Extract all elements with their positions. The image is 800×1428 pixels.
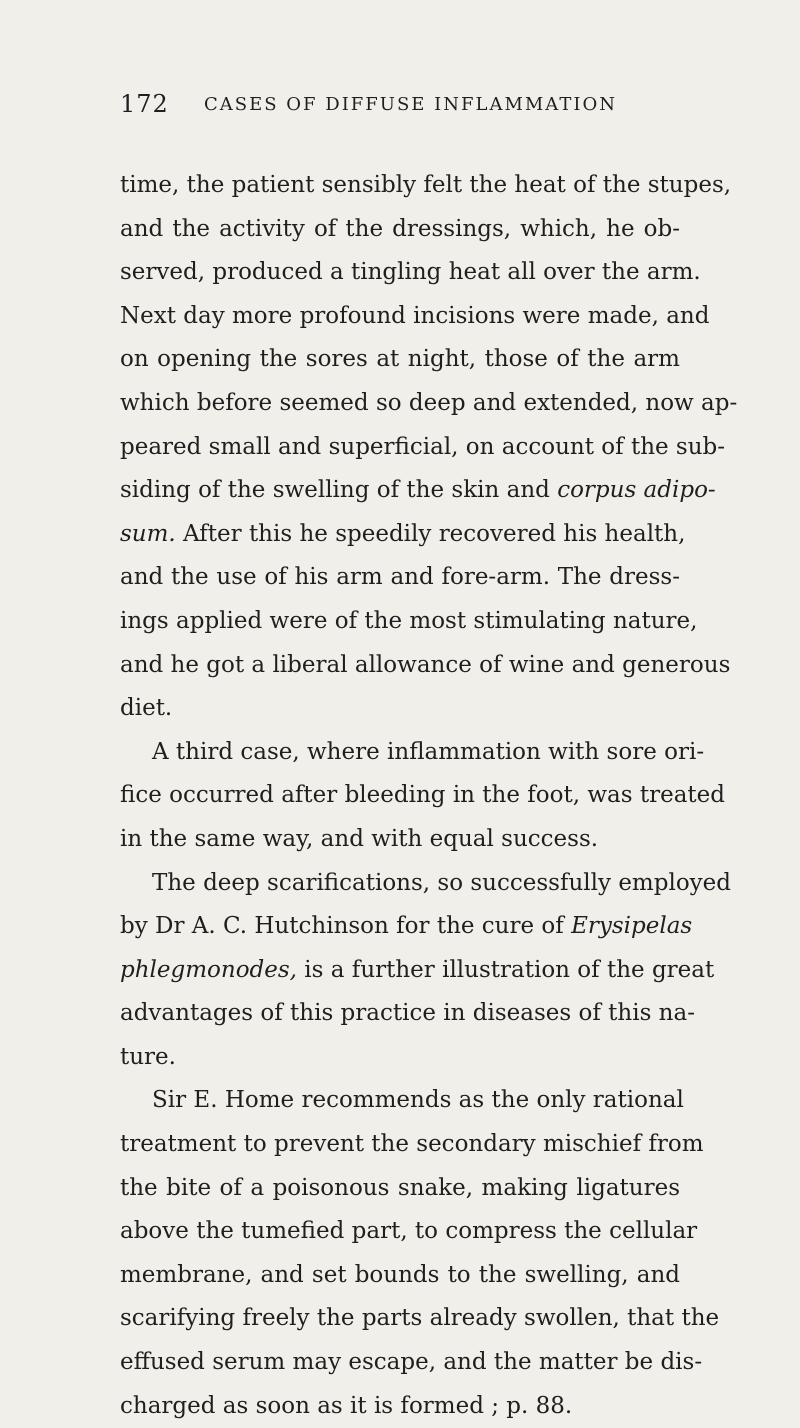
text-line: served, produced a tingling heat all over the arm. — [120, 259, 701, 286]
text-line — [120, 513, 686, 557]
text-line: ings applied were of the most stimulating nature, — [120, 607, 698, 634]
text-line: Next day more profound incisions were made, and — [120, 302, 710, 329]
text-segment: is a further illustration of the great — [297, 956, 715, 983]
text-line: scarifying freely the parts already swollen, that the — [120, 1305, 720, 1332]
text-line: effused serum may escape, and the matter be dis- — [120, 1349, 703, 1376]
text-line: the bite of a poisonous snake, making ligatures — [120, 1174, 680, 1201]
text-line: peared small and superficial, on account of the sub- — [120, 433, 726, 460]
text-line — [120, 949, 715, 993]
text-segment: by Dr A. C. Hutchinson for the cure of — [120, 913, 572, 940]
text-line: above the tumefied part, to compress the cellular — [120, 1218, 698, 1245]
page-number: 172 — [120, 90, 169, 118]
text-line: which before seemed so deep and extended, now ap- — [120, 389, 738, 416]
italic-term: corpus adipo- — [557, 477, 716, 504]
text-line: and the use of his arm and fore-arm. The dress- — [120, 564, 680, 591]
text-line — [120, 469, 716, 513]
paragraph-first-line: The deep scarifications, so successfully employed — [152, 869, 731, 896]
paragraph-first-line: A third case, where inflammation with sore ori- — [152, 738, 705, 765]
italic-term: Erysipelas — [571, 913, 693, 940]
page-header — [120, 90, 680, 130]
text-line: on opening the sores at night, those of the arm — [120, 346, 680, 373]
text-segment: siding of the swelling of the skin and — [120, 477, 558, 504]
italic-term: phlegmonodes, — [120, 956, 297, 983]
body-text — [120, 164, 738, 1428]
text-line: and the activity of the dressings, which, he ob- — [120, 215, 680, 242]
running-head: CASES OF DIFFUSE INFLAMMATION — [204, 94, 617, 115]
text-line — [120, 905, 693, 949]
text-line: ture. — [120, 1043, 176, 1070]
italic-term: sum. — [120, 520, 176, 547]
text-line: time, the patient sensibly felt the heat of the stupes, — [120, 172, 732, 198]
text-line: fice occurred after bleeding in the foot, was treated — [120, 782, 725, 809]
text-line: charged as soon as it is formed ; p. 88. — [120, 1392, 573, 1419]
text-line: and he got a liberal allowance of wine and generous — [120, 651, 731, 678]
text-line: membrane, and set bounds to the swelling, and — [120, 1261, 680, 1288]
paragraph-first-line: Sir E. Home recommends as the only rational — [152, 1087, 684, 1114]
text-line: diet. — [120, 695, 173, 722]
text-line: advantages of this practice in diseases of this na- — [120, 1000, 695, 1027]
text-line: in the same way, and with equal success. — [120, 825, 599, 852]
text-segment: After this he speedily recovered his health, — [175, 520, 686, 547]
text-line: treatment to prevent the secondary mischief from — [120, 1131, 704, 1158]
